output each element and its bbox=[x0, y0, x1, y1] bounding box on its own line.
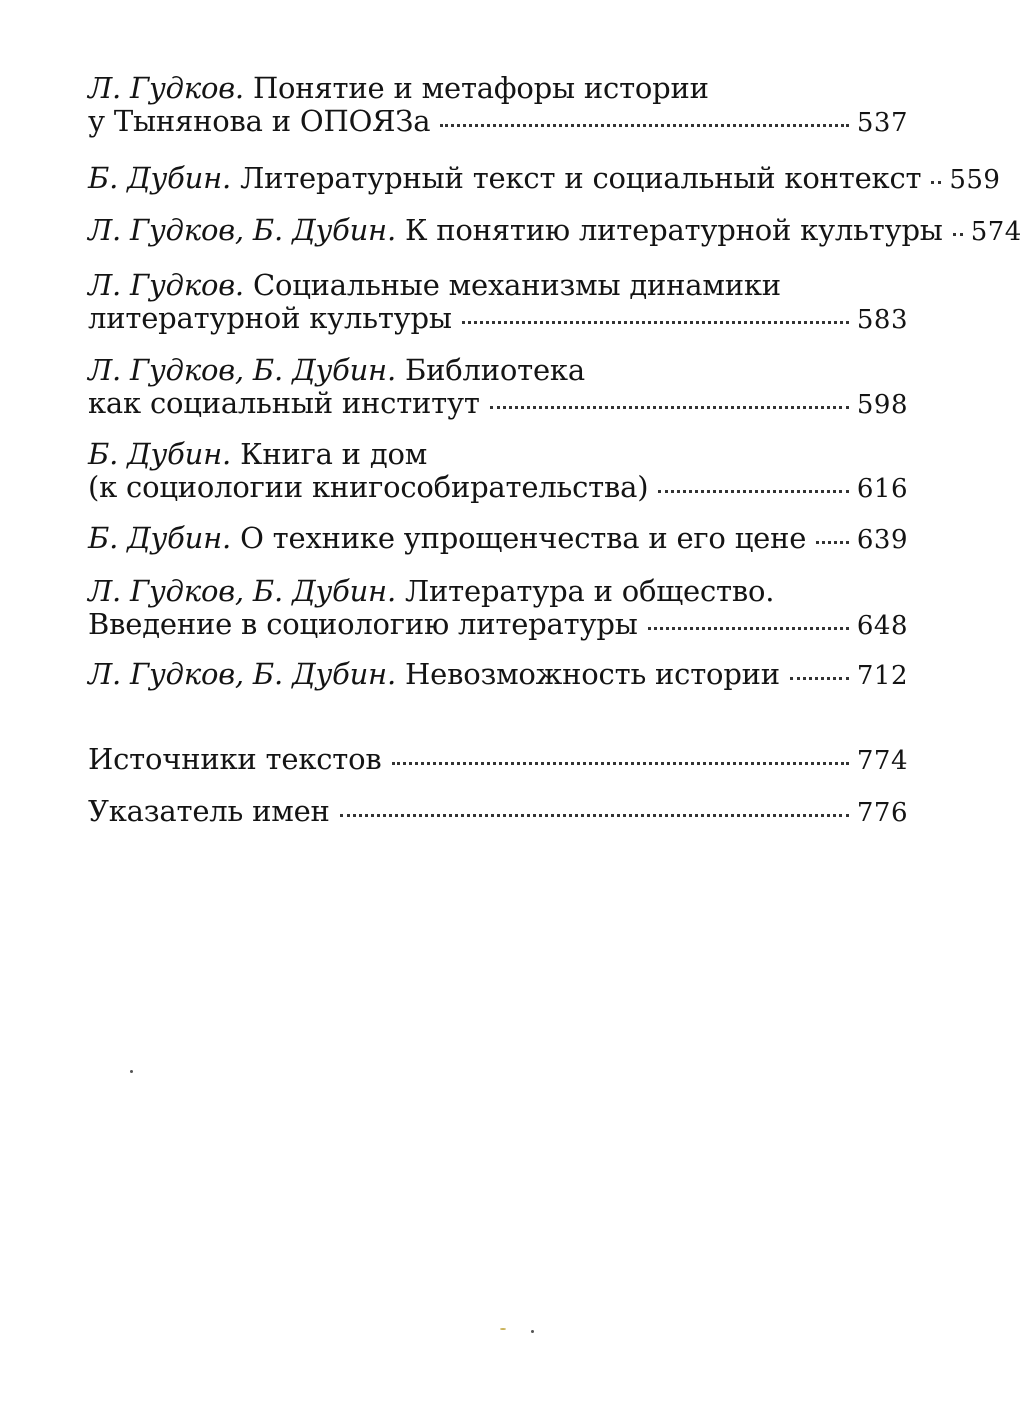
toc-entry-author: Л. Гудков. bbox=[88, 71, 244, 105]
toc-entry bbox=[88, 522, 908, 557]
toc-back-matter-entry bbox=[88, 743, 908, 778]
toc-entry-title-part1: Библиотека bbox=[405, 353, 585, 387]
toc-entry-title-part2: как социальный институт bbox=[88, 386, 480, 420]
toc-entry-title-part1: Литература и общество. bbox=[405, 574, 775, 608]
dot-leader bbox=[392, 762, 849, 765]
toc-entry bbox=[88, 575, 908, 643]
toc-entry bbox=[88, 438, 908, 506]
dot-leader bbox=[953, 233, 963, 236]
toc-entry-title: Невозможность истории bbox=[405, 657, 780, 691]
toc-entry-page: 712 bbox=[856, 661, 908, 691]
toc-entry-line bbox=[88, 522, 908, 557]
toc-entry-text bbox=[88, 522, 806, 555]
toc-entry-line1 bbox=[88, 72, 908, 105]
toc-entry-author: Л. Гудков, Б. Дубин. bbox=[88, 213, 396, 247]
toc-entry-title-part2: у Тынянова и ОПОЯЗа bbox=[88, 104, 431, 138]
toc-entry-line2 bbox=[88, 105, 908, 140]
toc-entry-line bbox=[88, 658, 908, 693]
toc-entry-author: Л. Гудков, Б. Дубин. bbox=[88, 574, 396, 608]
dot-leader bbox=[931, 181, 941, 184]
toc-entry-page: 598 bbox=[856, 390, 908, 420]
toc-entry-line2 bbox=[88, 471, 908, 506]
toc-entry-line1 bbox=[88, 269, 908, 302]
toc-entry-page: 559 bbox=[949, 165, 1001, 195]
dot-leader bbox=[462, 321, 849, 324]
dot-leader bbox=[816, 541, 849, 544]
toc-entry-title-part2: Введение в социологию литературы bbox=[88, 607, 638, 641]
toc-entry-line bbox=[88, 161, 1001, 197]
toc-entry-line bbox=[88, 743, 908, 778]
toc-entry-page: 537 bbox=[856, 108, 908, 138]
toc-back-matter-entry bbox=[88, 795, 908, 830]
toc-entry-line2 bbox=[88, 608, 908, 643]
toc-entry-title: Источники текстов bbox=[88, 742, 382, 776]
toc-entry bbox=[88, 269, 908, 337]
toc-entry-line1 bbox=[88, 575, 908, 608]
toc-entry-page: 776 bbox=[856, 798, 908, 828]
dot-leader bbox=[658, 490, 849, 493]
toc-entry-author: Б. Дубин. bbox=[88, 521, 232, 555]
scan-speck bbox=[130, 1070, 133, 1073]
toc-entry bbox=[88, 72, 908, 140]
toc-entry-line2 bbox=[88, 387, 908, 422]
toc-entry-title: Указатель имен bbox=[88, 794, 330, 828]
toc-entry bbox=[88, 213, 1022, 249]
toc-entry-author: Б. Дубин. bbox=[88, 437, 232, 471]
toc-entry-text bbox=[88, 214, 943, 247]
toc-entry-page: 774 bbox=[856, 746, 908, 776]
dot-leader bbox=[440, 124, 849, 127]
toc-entry-page: 639 bbox=[856, 525, 908, 555]
toc-entry-author: Л. Гудков, Б. Дубин. bbox=[88, 657, 396, 691]
toc-entry bbox=[88, 354, 908, 422]
toc-entry bbox=[88, 161, 1001, 197]
toc-entry-line2 bbox=[88, 302, 908, 337]
toc-entry-title-part1: Социальные механизмы динамики bbox=[252, 268, 781, 302]
dot-leader bbox=[490, 406, 849, 409]
toc-entry-title-part2: (к социологии книгособирательства) bbox=[88, 470, 649, 504]
toc-entry-title-part1: Понятие и метафоры истории bbox=[252, 71, 709, 105]
toc-entry-line bbox=[88, 213, 1022, 249]
toc-entry-line1 bbox=[88, 438, 908, 471]
toc-entry-line1 bbox=[88, 354, 908, 387]
dot-leader bbox=[790, 677, 849, 680]
dot-leader bbox=[648, 627, 849, 630]
toc-entry-title: К понятию литературной культуры bbox=[405, 213, 943, 247]
toc-entry-text bbox=[88, 162, 921, 195]
toc-entry-title: О технике упрощенчества и его цене bbox=[240, 521, 807, 555]
toc-entry bbox=[88, 658, 908, 693]
toc-entry-author: Л. Гудков, Б. Дубин. bbox=[88, 353, 396, 387]
toc-entry-page: 616 bbox=[856, 474, 908, 504]
toc-entry-page: 583 bbox=[856, 305, 908, 335]
scan-speck bbox=[500, 1328, 506, 1330]
dot-leader bbox=[340, 814, 849, 817]
toc-entry-author: Л. Гудков. bbox=[88, 268, 244, 302]
toc-entry-title-part2: литературной культуры bbox=[88, 301, 452, 335]
toc-entry-title: Литературный текст и социальный контекст bbox=[240, 161, 922, 195]
toc-entry-text bbox=[88, 658, 780, 691]
toc-entry-page: 574 bbox=[970, 217, 1022, 247]
toc-entry-title-part1: Книга и дом bbox=[240, 437, 428, 471]
scan-speck bbox=[531, 1330, 534, 1333]
toc-entry-line bbox=[88, 795, 908, 830]
toc-entry-author: Б. Дубин. bbox=[88, 161, 232, 195]
toc-entry-page: 648 bbox=[856, 611, 908, 641]
